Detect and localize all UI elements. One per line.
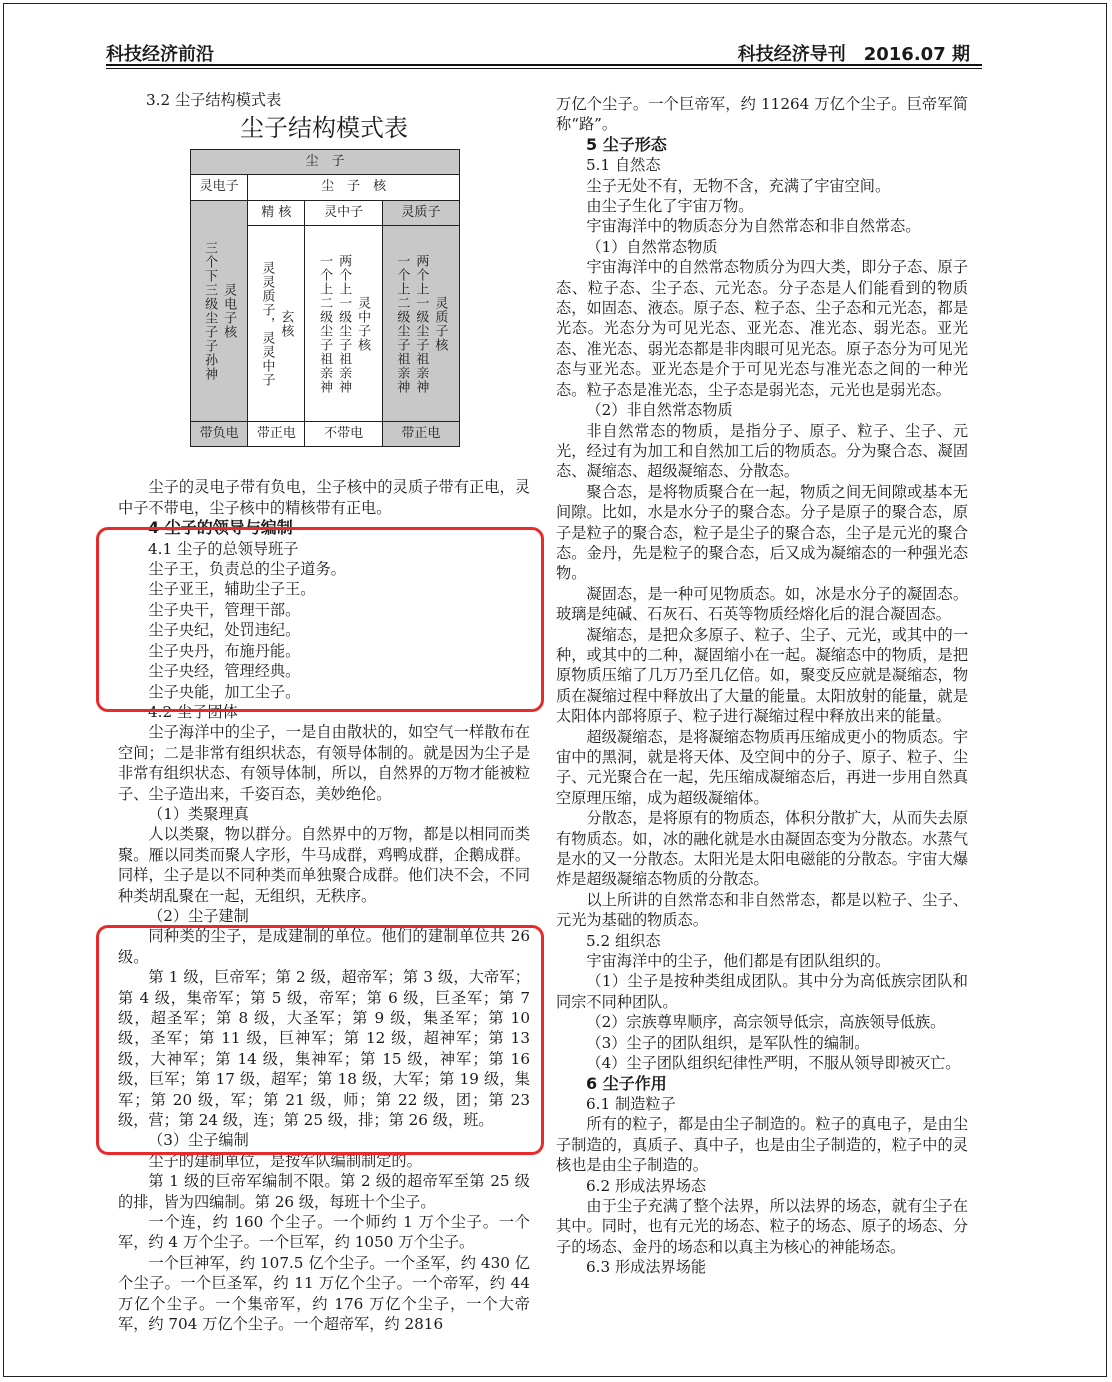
paragraph: 第 1 级，巨帝军；第 2 级，超帝军；第 3 级，大帝军；第 4 级，集帝军；第 5 级，帝军；第 6 级，巨圣军；第 7 级，超圣军；第 8 级，大圣军；第 9 级，集圣军；第 10 级，圣军；第 11 级，巨神军；第 12 级，超神军；第 13 级，大神军；第 14 级，集神军；第 15 级，神军；第 16 级，巨军；第 17 级，超军；第 18 级，大军；第 19 级，集军；第 20 级，军；第 21 级，师；第 22 级，团；第 23 级，营；第 24 级，连；第 25 级，排；第 26 级，班。: [118, 968, 530, 1130]
cell-col3-body: [305, 226, 382, 422]
paragraph: 一个连，约 160 个尘子。一个师约 1 万个尘子。一个军，约 4 万个尘子。一个巨军，约 1050 万个尘子。: [118, 1213, 530, 1252]
paragraph: 尘子央经，管理经典。: [148, 662, 301, 681]
paragraph: （1）尘子是按种类组成团队。其中分为高低族宗团队和同宗不同种团队。: [556, 972, 968, 1011]
cell-col4-body: [382, 226, 459, 422]
paragraph: 尘子央干，管理干部。: [148, 600, 301, 619]
vertical-text: 一个上二级尘子祖亲神: [394, 253, 410, 394]
vertical-text: 灵电子核: [221, 282, 237, 339]
paragraph: 尘子央纪，处罚违纪。: [148, 621, 301, 640]
subsection-heading: （2）尘子建制: [148, 906, 249, 925]
table-title: 尘子结构模式表: [240, 114, 408, 143]
paragraph: （4）尘子团队组织纪律性严明，不服从领导即被灭亡。: [586, 1054, 961, 1073]
vertical-text: 两个上一级尘子祖亲神: [336, 253, 352, 394]
section-heading: 5 尘子形态: [586, 134, 667, 154]
paragraph: 尘子亚王，辅助尘子王。: [148, 580, 316, 599]
cell-lingzhongzi: 灵中子: [305, 200, 382, 225]
cell-charge-3: 不带电: [305, 422, 382, 447]
cell-charge-2: 带正电: [248, 422, 305, 447]
cell-col1-body: [191, 200, 248, 421]
right-body-text: [556, 94, 968, 1278]
vertical-text: 一个上二级尘子祖亲神: [317, 253, 333, 394]
cell-col2-body: [248, 226, 305, 422]
paragraph: 超级凝缩态，是将凝缩态物质再压缩成更小的物质态。宇宙中的黑洞，就是将天体、及空间中的分子、原子、粒子、尘子、元光聚合在一起，先压缩成凝缩态后，再进一步用自然真空原理压缩，成为超级凝缩体。: [556, 727, 968, 807]
paragraph: 尘子海洋中的尘子，一是自由散状的，如空气一样散布在空间；二是非常有组织状态，有领导体制的。就是因为尘子是非常有组织状态、有领导体制，所以，自然界的万物才能被粒子、尘子造出来，千姿百态，美妙绝伦。: [118, 723, 530, 803]
paragraph: 以上所讲的自然常态和非自然常态，都是以粒子、尘子、元光为基础的物质态。: [556, 890, 968, 930]
paragraph: 宇宙海洋中的自然常态物质分为四大类，即分子态、原子态、粒子态、尘子态、元光态。分子态是人们能看到的物质态，如固态、液态。原子态、粒子态、尘子态和元光态，都是光态。光态分为可见光态、亚光态、准光态、弱光态。亚光态、准光态、弱光态都是非肉眼可见光态。原子态分为可见光态与亚光态。亚光态是介于可见光态与准光态之间的一种光态。粒子态是准光态，尘子态是弱光态，元光也是弱光态。: [556, 258, 968, 399]
cell-charge-4: 带正电: [382, 422, 459, 447]
paragraph: （3）尘子的团队组织，是军队性的编制。: [586, 1033, 870, 1052]
subsection-heading: 6.3 形成法界场能: [586, 1258, 707, 1277]
header-rule: [106, 64, 982, 66]
table-row: [191, 149, 460, 174]
journal-issue: 科技经济导刊 2016.07 期: [737, 44, 970, 65]
subsection-heading: 6.1 制造粒子: [586, 1094, 676, 1113]
paragraph: 尘子央丹，布施丹能。: [148, 641, 301, 660]
paragraph: 非自然常态的物质，是指分子、原子、粒子、尘子、元光，经过有为加工和自然加工后的物质态。分为聚合态、凝固态、凝缩态、超级凝缩态、分散态。: [556, 421, 968, 481]
subsection-heading: 5.2 组织态: [586, 931, 661, 950]
paragraph: （2）非自然常态物质: [586, 401, 733, 420]
subsection-heading: （3）尘子编制: [148, 1131, 249, 1150]
paragraph: 人以类聚，物以群分。自然界中的万物，都是以相同而类聚。雁以同类而聚人字形，牛马成群，鸡鸭成群，企鹅成群。同样，尘子是以不同种类而单独聚合成群。他们决不会，不同种类胡乱聚在一起，无组织，无秩序。: [118, 825, 530, 905]
paragraph: 一个巨神军，约 107.5 亿个尘子。一个圣军，约 430 亿个尘子。一个巨圣军，约 11 万亿个尘子。一个帝军，约 44 万亿个尘子。一个集帝军，约 176 万亿个尘子，一个大帝军，约 704 万亿个尘子。一个超帝军，约 2816: [118, 1253, 530, 1334]
vertical-text: 灵质子核: [432, 295, 448, 352]
vertical-text: 三个下三级尘子子孙神: [202, 240, 218, 381]
journal-section-title: 科技经济前沿: [106, 44, 214, 65]
highlight-box-establishment: [96, 925, 544, 1155]
paragraph: 尘子的灵电子带有负电，尘子核中的灵质子带有正电，灵中子不带电，尘子核中的精核带有正电。: [118, 478, 530, 517]
cell-charge-1: 带负电: [191, 422, 248, 447]
table-row: [191, 175, 460, 200]
paragraph: 尘子王，负责总的尘子道务。: [148, 560, 346, 579]
paragraph: 宇宙海洋中的尘子，他们都是有团队组织的。: [586, 952, 891, 971]
paragraph: 由于尘子充满了整个法界，所以法界的场态，就有尘子在其中。同时，也有元光的场态、粒子的场态、原子的场态、分子的场态、金丹的场态和以真主为核心的神能场态。: [556, 1196, 968, 1256]
paragraph: 尘子的建制单位，是按军队编制制定的。: [148, 1151, 422, 1170]
paragraph: （1）自然常态物质: [586, 237, 718, 256]
paragraph: 尘子无处不有，无物不含，充满了宇宙空间。: [586, 176, 891, 195]
cell-chenzihe: 尘 子 核: [248, 175, 460, 200]
paragraph: 聚合态，是将物质聚合在一起，物质之间无间隙或基本无间隙。比如，水是水分子的聚合态。分子是原子的聚合态，原子是粒子的聚合态，粒子是尘子的聚合态，尘子是元光的聚合态。金丹，先是粒子的聚合态，后又成为凝缩态的一种强光态物。: [556, 482, 968, 583]
subsection-heading: （1）类聚理真: [148, 804, 249, 823]
paragraph: 万亿个尘子。一个巨帝军，约 11264 万亿个尘子。巨帝军简称“路”。: [556, 95, 968, 134]
cell-lingzhizi: 灵质子: [382, 200, 459, 225]
paragraph: 分散态，是将原有的物质态，体积分散扩大，从而失去原有物质态。如，冰的融化就是水由凝固态变为分散态。水蒸气是水的又一分散态。太阳光是太阳电磁能的分散态。宇宙大爆炸是超级凝缩态物质的分散态。: [556, 809, 968, 889]
table-row: [191, 200, 460, 225]
section-heading: 6 尘子作用: [586, 1073, 667, 1093]
vertical-text: 灵中子核: [355, 295, 371, 352]
subsection-heading: 6.2 形成法界场态: [586, 1176, 707, 1195]
paragraph: 尘子央能，加工尘子。: [148, 682, 301, 701]
cell-jinghe: 精 核: [248, 200, 305, 225]
table-row: [191, 422, 460, 447]
paragraph: 凝固态，是一种可见物质态。如，冰是水分子的凝固态。玻璃是纯碱、石灰石、石英等物质经熔化后的混合凝固态。: [556, 584, 968, 624]
highlight-box-leadership: [96, 527, 544, 712]
vertical-text: 灵灵质子，灵灵中子: [259, 260, 275, 387]
right-column: [556, 94, 968, 1278]
header-rule-thin: [106, 68, 982, 69]
paragraph: 所有的粒子，都是由尘子制造的。粒子的真电子，是由尘子制造的，真质子、真中子，也是由尘子制造的，粒子中的灵核也是由尘子制造的。: [556, 1115, 968, 1175]
section-heading-3-2: 3.2 尘子结构模式表: [146, 91, 282, 109]
section-heading: 4 尘子的领导与编制: [148, 518, 293, 538]
vertical-text: 玄核: [278, 309, 294, 338]
paragraph: 宇宙海洋中的物质态分为自然常态和非自然常态。: [586, 217, 921, 236]
cell-chenzi: 尘 子: [191, 149, 460, 174]
paragraph: 第 1 级的巨帝军编制不限。第 2 级的超帝军至第 25 级的排，皆为四编制。第 26 级，每班十个尘子。: [118, 1172, 530, 1211]
subsection-heading: 4.2 尘子团体: [148, 702, 238, 721]
structure-table: [190, 149, 460, 448]
paragraph: 由尘子生化了宇宙万物。: [586, 197, 754, 216]
paragraph: 凝缩态，是把众多原子、粒子、尘子、元光，或其中的一种，或其中的二种，凝固缩小在一起。凝缩态中的物质，是把原物质压缩了几万乃至几亿倍。如，聚变反应就是凝缩态，物质在凝缩过程中释放出了大量的能量。太阳放射的能量，就是太阳体内部将原子、粒子进行凝缩过程中释放出来的能量。: [556, 625, 968, 726]
paragraph: （2）宗族尊卑顺序，高宗领导低宗，高族领导低族。: [586, 1013, 946, 1032]
cell-lingdianzi: 灵电子: [191, 175, 248, 200]
subsection-heading: 5.1 自然态: [586, 156, 661, 175]
vertical-text: 两个上一级尘子祖亲神: [413, 253, 429, 394]
subsection-heading: 4.1 尘子的总领导班子: [148, 539, 299, 558]
paragraph: 同种类的尘子，是成建制的单位。他们的建制单位共 26 级。: [118, 927, 530, 966]
